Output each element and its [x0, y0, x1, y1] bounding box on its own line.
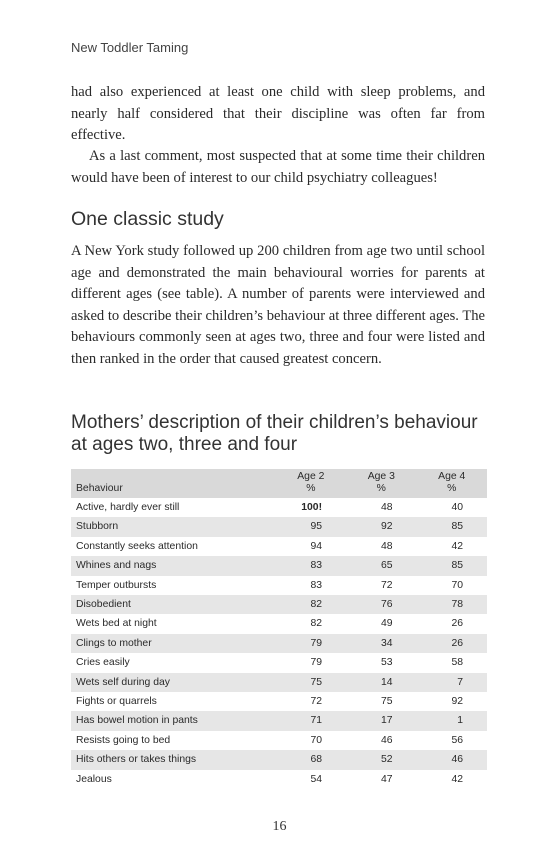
cell-age-4: 42	[451, 773, 463, 785]
cell-age-3: 48	[380, 540, 393, 552]
cell-age-2: 82	[310, 599, 323, 611]
running-header: New Toddler Taming	[71, 40, 189, 55]
cell-age-2: 68	[310, 754, 323, 766]
cell-age-2: 82	[310, 618, 323, 630]
header-age-4: Age 4 %	[438, 471, 466, 494]
cell-age-3: 17	[380, 715, 393, 727]
cell-age-3: 65	[380, 560, 393, 572]
cell-age-4: 92	[451, 696, 463, 708]
table-row	[71, 556, 487, 575]
cell-behaviour: Resists going to bed	[76, 734, 171, 746]
cell-age-4: 58	[451, 657, 463, 669]
table-row	[71, 498, 487, 517]
cell-age-4: 7	[457, 676, 463, 688]
cell-behaviour: Temper outbursts	[76, 579, 157, 591]
cell-age-4: 42	[451, 540, 463, 552]
paragraph-3: A New York study followed up 200 children from age two until school age and demonstrated the main behavioural worries for parents at different ages (see table). A number of parents were interviewed and asked to describe their children’s behaviour at three different ages. The behaviours commonly seen at ages two, three and four were listed and then ranked in the order that caused greatest concern.	[71, 243, 486, 367]
header-age-2: Age 2 %	[297, 471, 325, 494]
cell-behaviour: Active, hardly ever still	[76, 502, 180, 513]
cell-age-3: 46	[380, 734, 393, 746]
cell-behaviour: Has bowel motion in pants	[76, 715, 198, 727]
table-row	[71, 750, 487, 769]
cell-age-3: 52	[380, 754, 393, 766]
cell-behaviour: Wets bed at night	[76, 618, 157, 630]
header-age-3: Age 3 %	[367, 471, 395, 494]
cell-age-3: 75	[380, 696, 393, 708]
cell-age-3: 48	[380, 502, 393, 513]
cell-age-3: 47	[380, 773, 393, 785]
table-row	[71, 595, 487, 614]
cell-behaviour: Fights or quarrels	[76, 696, 157, 708]
cell-age-3: 76	[380, 599, 393, 611]
table-row	[71, 634, 487, 653]
table-row	[71, 653, 487, 672]
cell-behaviour: Whines and nags	[76, 560, 157, 572]
cell-behaviour: Jealous	[76, 773, 112, 785]
cell-age-2: 83	[310, 579, 323, 591]
table-title: Mothers’ description of their children’s behaviour at ages two, three and four	[71, 412, 478, 455]
table-header-row	[71, 469, 487, 498]
table-row	[71, 711, 487, 730]
cell-age-4: 78	[451, 599, 463, 611]
cell-age-3: 53	[380, 657, 393, 669]
cell-age-4: 26	[451, 637, 463, 649]
table-row	[71, 673, 487, 692]
cell-age-2: 79	[310, 657, 323, 669]
cell-age-4: 85	[451, 560, 463, 572]
cell-behaviour: Cries easily	[76, 657, 130, 669]
cell-age-2: 100!	[301, 502, 323, 513]
cell-age-2: 71	[310, 715, 323, 727]
cell-age-3: 72	[380, 579, 393, 591]
cell-age-2: 70	[310, 734, 323, 746]
table-row	[71, 692, 487, 711]
table-row	[71, 576, 487, 595]
cell-age-4: 70	[451, 579, 463, 591]
cell-age-4: 46	[451, 754, 463, 766]
cell-age-3: 92	[380, 521, 393, 533]
page-number: 16	[272, 819, 287, 834]
cell-age-2: 83	[310, 560, 323, 572]
cell-age-2: 94	[310, 540, 323, 552]
paragraph-1: had also experienced at least one child with sleep problems, and nearly half considered that their discipline was often far from effective.	[71, 84, 485, 144]
cell-age-3: 34	[380, 637, 393, 649]
cell-behaviour: Hits others or takes things	[76, 754, 197, 766]
table-row	[71, 770, 487, 789]
cell-age-4: 85	[451, 521, 463, 533]
table-row	[71, 517, 487, 536]
cell-behaviour: Disobedient	[76, 599, 131, 611]
cell-age-2: 95	[310, 521, 323, 533]
paragraph-2: As a last comment, most suspected that at some time their children would have been of interest to our child psychiatry colleagues!	[71, 148, 485, 186]
table-row	[71, 731, 487, 750]
section-heading: One classic study	[71, 208, 224, 230]
cell-age-4: 1	[457, 715, 463, 727]
table-row	[71, 537, 487, 556]
cell-behaviour: Stubborn	[76, 521, 119, 533]
cell-behaviour: Clings to mother	[76, 637, 152, 649]
cell-behaviour: Constantly seeks attention	[76, 540, 198, 552]
cell-age-2: 54	[310, 773, 323, 785]
cell-age-4: 56	[451, 734, 463, 746]
cell-behaviour: Wets self during day	[76, 676, 170, 688]
header-behaviour: Behaviour	[76, 483, 123, 494]
cell-age-4: 40	[451, 502, 463, 513]
cell-age-3: 49	[380, 618, 393, 630]
cell-age-2: 75	[310, 676, 323, 688]
cell-age-3: 14	[380, 676, 393, 688]
cell-age-2: 79	[310, 637, 323, 649]
cell-age-4: 26	[451, 618, 463, 630]
cell-age-2: 72	[310, 696, 323, 708]
behaviour-table	[71, 469, 487, 789]
table-row	[71, 614, 487, 633]
